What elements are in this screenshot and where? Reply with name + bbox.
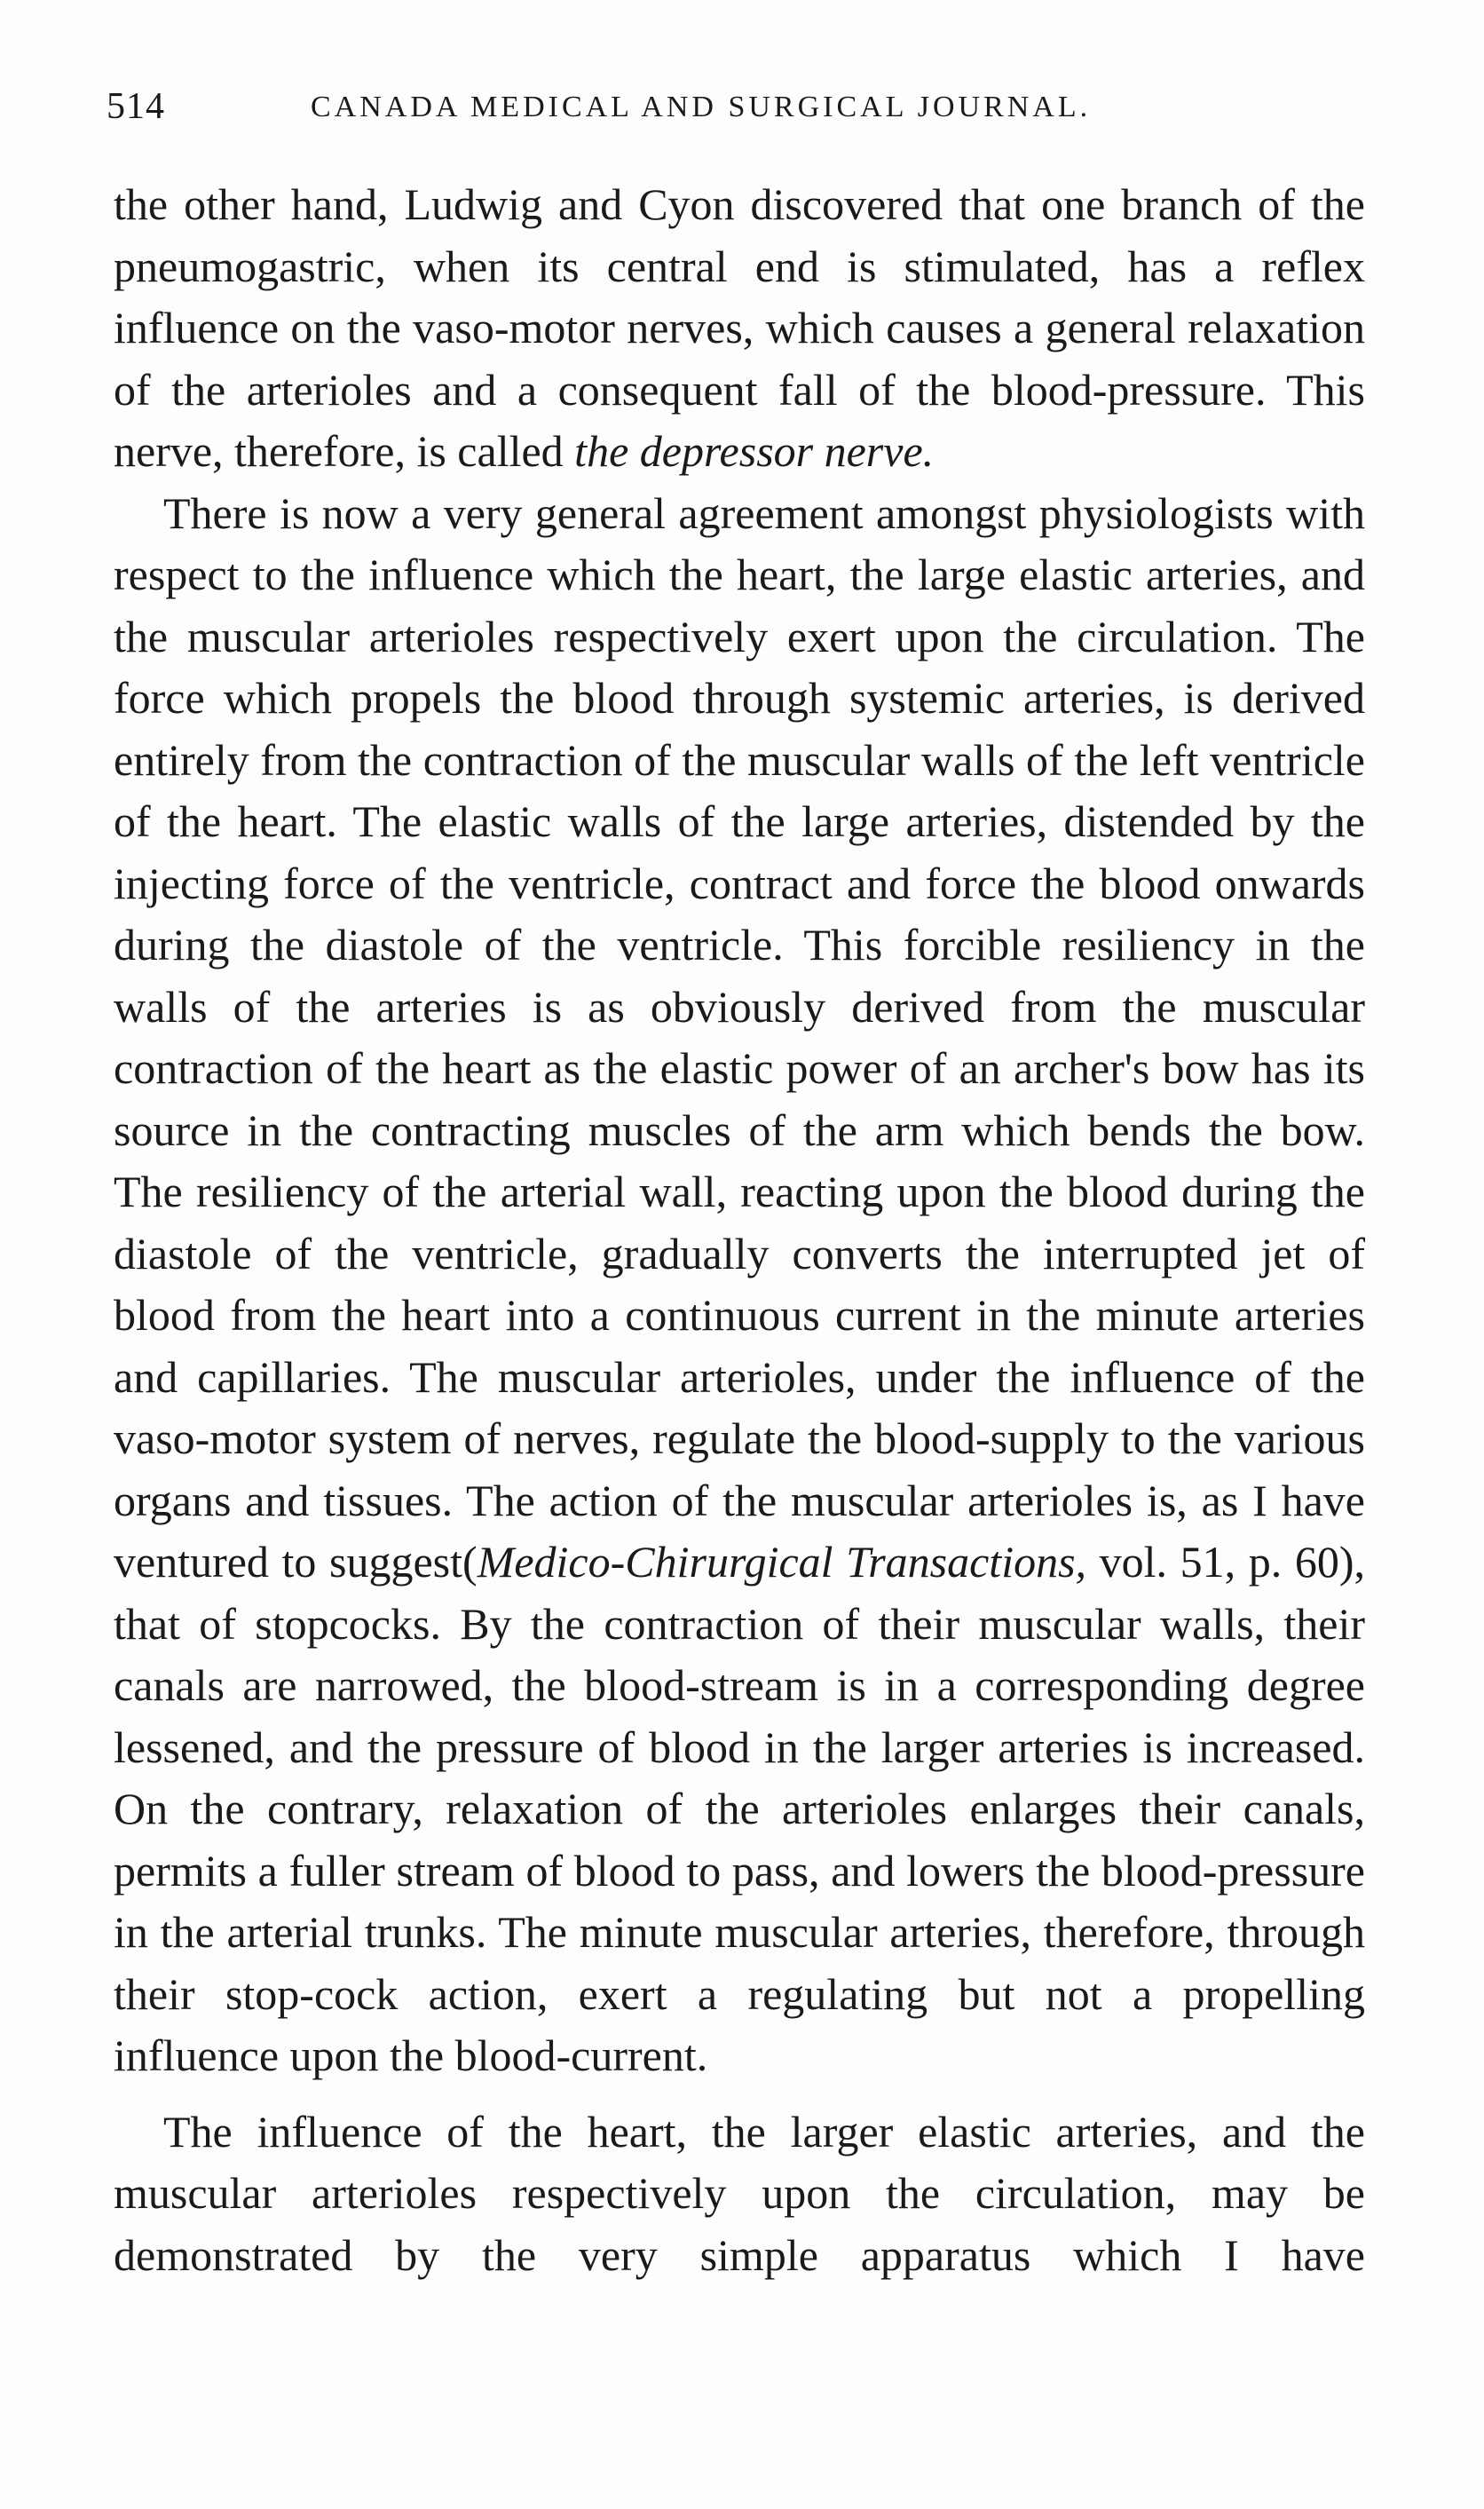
italic-citation-transactions: Medico-Chirurgical Transactions, <box>477 1537 1087 1587</box>
paragraph-gap <box>114 2087 1365 2101</box>
running-head <box>107 85 1367 139</box>
paragraph-text-end: vol. 51, p. 60), that of stopcocks. By the contraction of their muscular walls, their canals are narrowed, the blood-stream is in a corresponding degree lessened, and the pressure of blood in the larger arteries is increased. On the contrary, relaxation of the arterioles enlarges their canals, permits a fuller stream of blood to pass, and lowers the blood-pressure in the arterial trunks. The minute muscular arteries, therefore, through their stop-cock action, exert a regulating but not a propelling influence upon the blood-current. <box>114 1537 1365 2080</box>
paragraph-circulation-agreement <box>114 483 1365 2087</box>
paragraph-text: the other hand, Ludwig and Cyon discovered that one branch of the pneumogastric, when its central end is stimulated, has a reflex influence on the vaso-motor nerves, which causes a general relaxation of the arterioles and a consequent fall of the blood-pressure. This nerve, therefore, is called <box>114 179 1365 476</box>
page-number: 514 <box>107 86 165 127</box>
article-body <box>114 174 1365 2286</box>
italic-term-depressor-nerve: the depressor nerve. <box>574 426 935 476</box>
paragraph-apparatus: The influence of the heart, the larger elastic arteries, and the muscular arterioles respectively upon the circulation, may be demonstrated by the very simple apparatus which I have <box>114 2106 1365 2280</box>
paragraph-depressor-nerve <box>114 174 1365 483</box>
journal-title: CANADA MEDICAL AND SURGICAL JOURNAL. <box>311 91 1092 123</box>
paragraph-text: There is now a very general agreement amongst physiologists with respect to the influence which the heart, the large elastic arteries, and the muscular arterioles respectively exert upon the circulation. The force which propels the blood through systemic arteries, is derived entirely from the contraction of the muscular walls of the left ventricle of the heart. The elastic walls of the large arteries, distended by the injecting force of the ventricle, contract and force the blood onwards during the diastole of the ventricle. This forcible resiliency in the walls of the arteries is as obviously derived from the muscular contraction of the heart as the elastic power of an archer's bow has its source in the contracting muscles of the arm which bends the bow. The resiliency of the arterial wall, reacting upon the blood during the diastole of the ventricle, gradually converts the interrupted jet of blood from the heart into a continuous current in the minute arteries and capillaries. The muscular arterioles, under the influence of the vaso-motor system of nerves, regulate the blood-supply to the various organs and tissues. The action of the muscular arterioles is, as I have ventured to suggest( <box>114 487 1365 1587</box>
